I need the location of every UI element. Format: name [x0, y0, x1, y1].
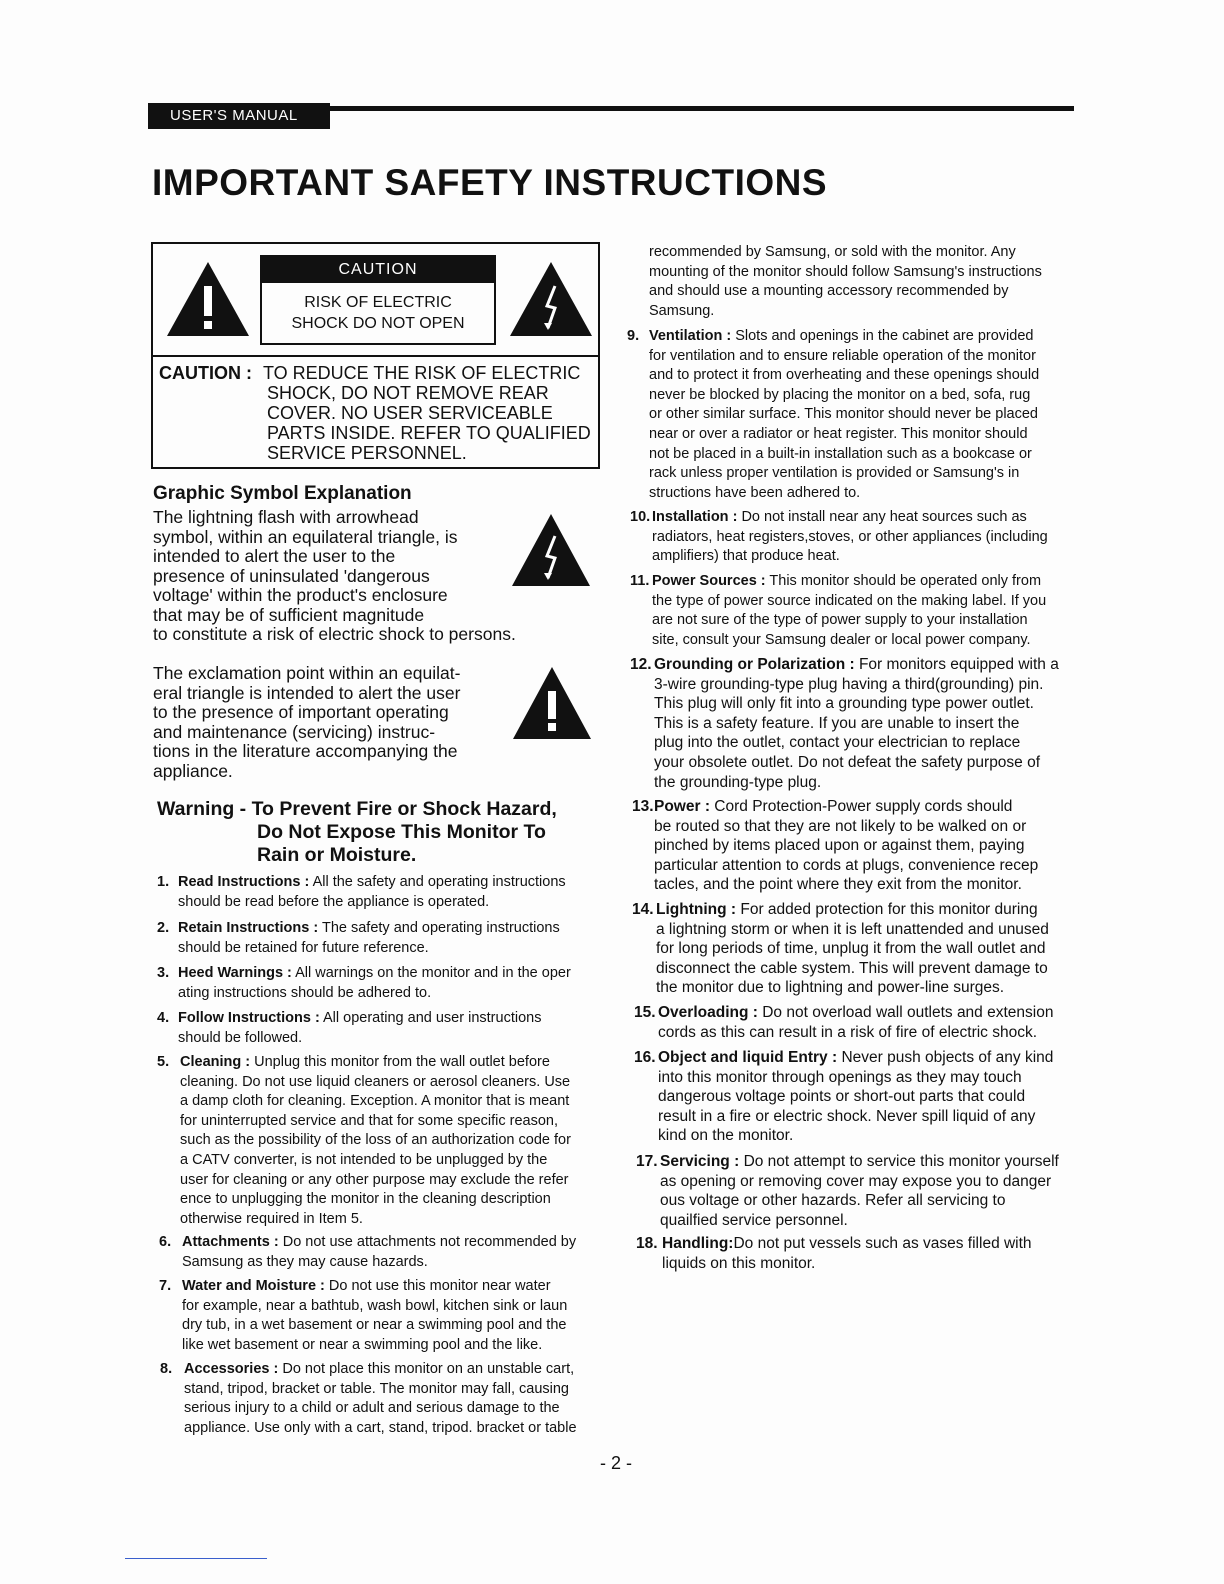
lightning-line: that may be of sufficient magnitude: [153, 604, 425, 625]
item-line: a CATV converter, is not intended to be unplugged by the: [180, 1151, 548, 1168]
item-line: Samsung.: [649, 302, 715, 319]
caution-line: COVER. NO USER SERVICEABLE: [267, 403, 553, 423]
item-line: Do not put vessels such as vases filled with: [733, 1235, 1032, 1252]
item-title: Lightning :: [656, 901, 737, 918]
item-title: Handling:: [662, 1235, 734, 1252]
item-line: Do not overload wall outlets and extension: [762, 1004, 1054, 1021]
item-title: Retain Instructions :: [178, 920, 319, 936]
item-title: Object and liquid Entry :: [658, 1049, 838, 1066]
item-line: particular attention to cords at plugs, convenience recep: [654, 856, 1039, 874]
item-line: Unplug this monitor from the wall outlet before: [254, 1054, 550, 1070]
item-line: This plug will only fit into a grounding type power outlet.: [654, 695, 1034, 713]
item-line: user for cleaning or any other purpose may exclude the refer: [180, 1171, 569, 1188]
item-number: 11.: [630, 573, 650, 589]
item-title: Attachments :: [182, 1234, 279, 1250]
item-title: Power Sources :: [652, 573, 766, 589]
item-line: Do not attempt to service this monitor yourself: [743, 1153, 1059, 1170]
item-line: serious injury to a child or adult and serious damage to the: [184, 1400, 560, 1417]
item-line: All warnings on the monitor and in the oper: [295, 965, 571, 981]
exclamation-line: eral triangle is intended to alert the user: [153, 682, 461, 703]
item-line: be routed so that they are not likely to be walked on or: [654, 817, 1027, 835]
page-title: IMPORTANT SAFETY INSTRUCTIONS: [152, 162, 828, 203]
caution-label: [260, 255, 496, 345]
item-line: Slots and openings in the cabinet are provided: [735, 328, 1034, 344]
item-number: 14.: [632, 901, 654, 918]
item-line: structions have been adhered to.: [649, 484, 861, 501]
item-line: such as the possibility of the loss of an authorization code for: [180, 1132, 571, 1149]
item-title: Grounding or Polarization :: [654, 656, 855, 673]
item-line: as opening or removing cover may expose you to danger: [660, 1172, 1052, 1190]
exclamation-triangle-icon: [165, 260, 251, 338]
item-number: 3.: [157, 965, 170, 981]
item-line: for long periods of time, unplug it from the wall outlet and: [656, 940, 1046, 958]
caution-main-label: CAUTION :: [159, 363, 252, 383]
item-line: or other similar surface. This monitor should never be placed: [649, 406, 1039, 423]
item-number: 7.: [159, 1278, 172, 1294]
lightning-line: voltage' within the product's enclosure: [153, 585, 448, 605]
item-line: the grounding-type plug.: [654, 773, 822, 791]
item-line: This monitor should be operated only from: [769, 573, 1042, 589]
item-line: Cord Protection-Power supply cords should: [714, 798, 1013, 815]
item-line: the monitor due to lightning and power-line surges.: [656, 979, 1005, 997]
item-line: pinched by items placed upon or against them, paying: [654, 837, 1025, 855]
item-line: are not sure of the type of power supply to your installation: [652, 612, 1028, 629]
item-number: 15.: [634, 1004, 656, 1021]
item-line: dangerous voltage points or short-out parts that could: [658, 1088, 1026, 1106]
item-line: tacles, and the point where they exit from the monitor.: [654, 876, 1022, 894]
item-number: 6.: [159, 1234, 172, 1250]
item-line: for uninterrupted service and that for some specific reason,: [180, 1112, 558, 1129]
item-number: 17.: [636, 1153, 658, 1170]
item-number: 9.: [627, 328, 640, 344]
item-number: 13.: [632, 798, 654, 815]
item-line: for example, near a bathtub, wash bowl, kitchen sink or laun: [182, 1297, 568, 1314]
item-line: All the safety and operating instructions: [312, 874, 566, 890]
caution-main-text: [263, 363, 593, 463]
exclamation-line: The exclamation point within an equilat-: [153, 663, 461, 683]
item-number: 4.: [157, 1010, 170, 1026]
exclamation-triangle-icon: [511, 665, 593, 741]
item-line: Do not use attachments not recommended by: [282, 1234, 577, 1250]
lightning-line: presence of uninsulated 'dangerous: [153, 565, 430, 586]
item-line: ous voltage or other hazards. Refer all servicing to: [660, 1192, 1006, 1210]
item-number: 10.: [630, 509, 651, 525]
caution-box: [151, 242, 600, 469]
item-line: never be blocked by placing the monitor on a bed, sofa, rug: [649, 386, 1031, 403]
item-title: Installation :: [652, 509, 738, 525]
item-line: Do not install near any heat sources such as: [741, 509, 1027, 525]
item-line: Samsung as they may cause hazards.: [182, 1253, 428, 1270]
item-line: a lightning storm or when it is left unattended and unused: [656, 920, 1049, 938]
item-line: Do not use this monitor near water: [328, 1278, 551, 1294]
item-line: quailfied service personnel.: [660, 1211, 848, 1229]
item-line: disconnect the cable system. This will prevent damage to: [656, 959, 1048, 977]
item-title: Cleaning :: [180, 1054, 251, 1070]
item-title: Follow Instructions :: [178, 1010, 320, 1026]
item-line: ating instructions should be adhered to.: [178, 984, 432, 1001]
warning-line: Rain or Moisture.: [257, 844, 417, 866]
warning-title: [157, 798, 557, 867]
item-line: and should use a mounting accessory recommended by: [649, 283, 1009, 300]
item-title: Water and Moisture :: [182, 1278, 325, 1294]
exclamation-line: to the presence of important operating: [153, 702, 449, 722]
item-line: otherwise required in Item 5.: [180, 1210, 363, 1227]
item-line: 3-wire grounding-type plug having a third(grounding) pin.: [654, 675, 1044, 693]
item-line: and to protect it from overheating and these openings should: [649, 367, 1040, 384]
caution-line: TO REDUCE THE RISK OF ELECTRIC: [263, 363, 581, 383]
item-line: should be read before the appliance is operated.: [178, 893, 490, 910]
item-line: should be retained for future reference.: [178, 939, 429, 956]
item-line: the type of power source indicated on the making label. If you: [652, 592, 1047, 609]
item-line: plug into the outlet, contact your electrician to replace: [654, 734, 1021, 752]
item-line: dry tub, in a wet basement or near a swimming pool and the: [182, 1317, 567, 1334]
item-line: like wet basement or near a swimming pool and the like.: [182, 1336, 543, 1353]
lightning-triangle-icon: [510, 512, 592, 588]
header-bar: [148, 103, 1074, 129]
item-line: for ventilation and to ensure reliable operation of the monitor: [649, 347, 1036, 364]
item-line: liquids on this monitor.: [662, 1254, 816, 1272]
header-rule: [330, 106, 1074, 111]
item-line: into this monitor through openings as they may touch: [658, 1068, 1022, 1086]
exclamation-line: appliance.: [153, 760, 233, 781]
caution-label-text: [262, 292, 494, 334]
lightning-explanation: [153, 508, 516, 645]
item-number: 12.: [630, 656, 652, 673]
item-line: appliance. Use only with a cart, stand, tripod. bracket or table: [184, 1419, 577, 1436]
caution-top: [153, 244, 598, 357]
caution-line: SHOCK, DO NOT REMOVE REAR: [267, 383, 549, 403]
item-number: 18.: [636, 1235, 658, 1252]
item-title: Power :: [654, 798, 710, 815]
item-title: Overloading :: [658, 1004, 758, 1021]
item-line: a damp cloth for cleaning. Exception. A monitor that is meant: [180, 1093, 570, 1110]
exclamation-explanation: [153, 664, 460, 781]
item-number: 16.: [634, 1049, 656, 1066]
item-line: amplifiers) that produce heat.: [652, 548, 840, 565]
item-number: 1.: [157, 874, 170, 890]
item-line: stand, tripod, bracket or table. The monitor may fall, causing: [184, 1380, 569, 1397]
item-line: site, consult your Samsung dealer or local power company.: [652, 631, 1031, 648]
warning-line: Warning - To Prevent Fire or Shock Hazard,: [157, 798, 557, 820]
lightning-line: symbol, within an equilateral triangle, is: [153, 526, 458, 547]
item-title: Read Instructions :: [178, 874, 310, 890]
caution-label-head: CAUTION: [262, 257, 494, 283]
item-title: Ventilation :: [649, 328, 732, 344]
item-number: 2.: [157, 920, 170, 936]
item-line: recommended by Samsung, or sold with the monitor. Any: [649, 244, 1016, 260]
lightning-line: to constitute a risk of electric shock to persons.: [153, 624, 516, 644]
item-line: All operating and user instructions: [323, 1010, 542, 1026]
item-title: Heed Warnings :: [178, 965, 292, 981]
caution-label-line: SHOCK DO NOT OPEN: [291, 315, 465, 332]
item-line: your obsolete outlet. Do not defeat the safety purpose of: [654, 753, 1041, 771]
item-line: cords as this can result in a risk of fire of electric shock.: [658, 1023, 1038, 1041]
item-number: 8.: [160, 1361, 173, 1377]
warning-line: Do Not Expose This Monitor To: [257, 821, 546, 843]
item-line: ence to unplugging the monitor in the cleaning description: [180, 1191, 551, 1208]
item-line: result in a fire or electric shock. Never spill liquid of any: [658, 1107, 1036, 1125]
footer-rule: [125, 1558, 267, 1559]
item-line: cleaning. Do not use liquid cleaners or aerosol cleaners. Use: [180, 1073, 571, 1090]
item-line: Never push objects of any kind: [841, 1049, 1054, 1066]
caution-line: SERVICE PERSONNEL.: [267, 443, 467, 463]
item-line: near or over a radiator or heat register. This monitor should: [649, 425, 1028, 442]
item-line: kind on the monitor.: [658, 1127, 794, 1145]
caution-line: PARTS INSIDE. REFER TO QUALIFIED: [267, 423, 591, 443]
item-title: Servicing :: [660, 1153, 740, 1170]
item-line: should be followed.: [178, 1029, 303, 1046]
header-label: USER'S MANUAL: [148, 103, 330, 129]
item-line: not be placed in a built-in installation such as a bookcase or: [649, 445, 1032, 462]
item-line: The safety and operating instructions: [321, 920, 560, 936]
caution-label-line: RISK OF ELECTRIC: [304, 294, 452, 311]
lightning-triangle-icon: [508, 260, 594, 338]
item-title: Accessories :: [184, 1361, 279, 1377]
item-line: rack unless proper ventilation is provided or Samsung's in: [649, 465, 1020, 482]
exclamation-line: tions in the literature accompanying the: [153, 741, 458, 761]
page-number: - 2 -: [600, 1453, 633, 1473]
item-line: For monitors equipped with a: [858, 656, 1059, 673]
exclamation-line: and maintenance (servicing) instruc-: [153, 721, 436, 742]
item-line: Do not place this monitor on an unstable cart,: [282, 1361, 575, 1377]
item-line: radiators, heat registers,stoves, or other appliances (including: [652, 528, 1048, 545]
lightning-line: The lightning flash with arrowhead: [153, 507, 419, 527]
item-line: mounting of the monitor should follow Samsung's instructions: [649, 263, 1042, 280]
item-line: This is a safety feature. If you are unable to insert the: [654, 714, 1020, 732]
graphic-symbol-title: Graphic Symbol Explanation: [153, 483, 412, 504]
item-line: For added protection for this monitor during: [740, 901, 1038, 918]
item-number: 5.: [157, 1054, 170, 1070]
lightning-line: intended to alert the user to the: [153, 546, 396, 566]
